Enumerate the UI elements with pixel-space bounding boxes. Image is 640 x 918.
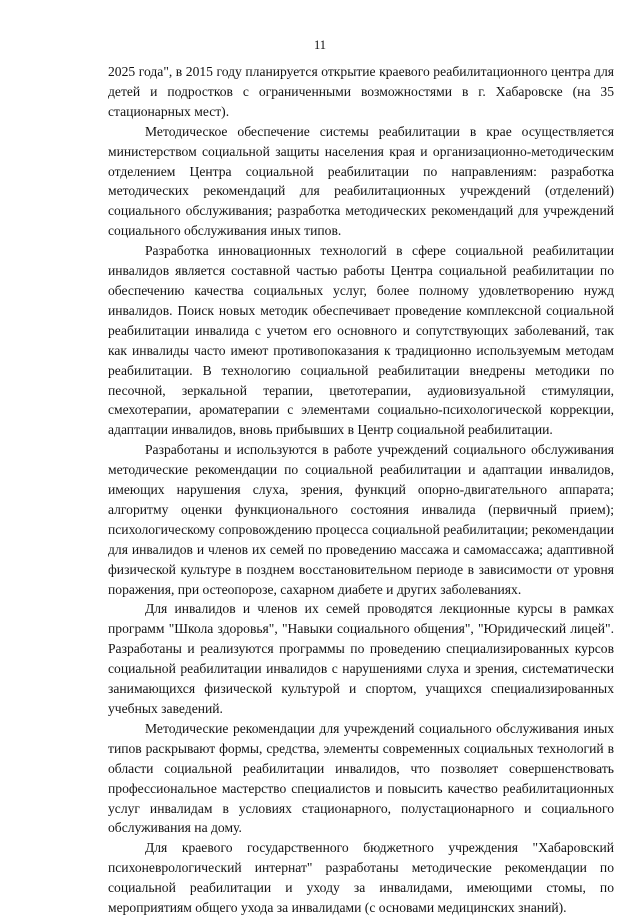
paragraph-innovative-technologies: Разработка инновационных технологий в сфере социальной реабилитации инвалидов является составной частью работы Центра социальной реабилитации по обеспечению качества социальных услуг, более полному удовлетворению нужд инвалидов. Поиск новых методик обеспечивает проведение комплексной социальной реабилитации инвалида с учетом его основного и сопутствующих заболеваний, так как инвалиды часто имеют противопоказания к традиционно используемым методам реабилитации. В технологию социальной реабилитации внедрены методики по песочной, зеркальной терапии, цветотерапии, аудиовизуальной стимуляции, смехотерапии, ароматерапии с элементами социально-психологической коррекции, адаптации инвалидов, вновь прибывших в Центр социальной реабилитации. [108, 243, 614, 438]
page-number: 11 [313, 38, 327, 52]
paragraph-recommendations-developed: Разработаны и используются в работе учреждений социального обслуживания методические рекомендации по социальной реабилитации и адаптации инвалидов, имеющих нарушения слуха, зрения, функций опорно-двигательного аппарата; алгоритму оценки функционального состояния инвалида (первичный прием); психологическому сопровождению процесса социальной реабилитации; рекомендации для инвалидов и членов их семей по проведению массажа и самомассажа; адаптивной физической культуре в позднем восстановительном периоде в зависимости от уровня поражения, при остеопорозе, сахарном диабете и других заболеваниях. [108, 442, 614, 597]
paragraph-lecture-courses: Для инвалидов и членов их семей проводятся лекционные курсы в рамках программ "Школа здоровья", "Навыки социального общения", "Юридический лицей". Разработаны и реализуются программы по проведению специализированных курсов социальной реабилитации инвалидов с нарушениями слуха и зрения, систематически занимающихся физической культурой и спортом, учащихся специализированных учебных заведений. [108, 601, 614, 716]
document-body [108, 62, 614, 918]
paragraph-other-institutions: Методические рекомендации для учреждений социального обслуживания иных типов раскрывают формы, средства, элементы современных социальных технологий в области социальной реабилитации инвалидов, что позволяет совершенствовать профессиональное мастерство специалистов и повысить качество реабилитационных услуг инвалидам в условиях стационарного, полустационарного и социального обслуживания на дому. [108, 720, 614, 836]
paragraph-continuation: 2025 года", в 2015 году планируется открытие краевого реабилитационного центра для детей и подростков с ограниченными возможностями в г. Хабаровске (на 35 стационарных мест). [108, 64, 614, 119]
paragraph-boarding-house: Для краевого государственного бюджетного учреждения "Хабаровский психоневрологический интернат" разработаны методические рекомендации по социальной реабилитации и уходу за инвалидами, имеющими стомы, по мероприятиям общего ухода за инвалидами (с основами медицинских знаний). [108, 840, 614, 916]
paragraph-methodological-support: Методическое обеспечение системы реабилитации в крае осуществляется министерством социальной защиты населения края и организационно-методическим отделением Центра социальной реабилитации по направлениям: разработка методических рекомендаций для реабилитационных учреждений (отделений) социального обслуживания; разработка методических рекомендаций для учреждений социального обслуживания иных типов. [108, 123, 614, 239]
